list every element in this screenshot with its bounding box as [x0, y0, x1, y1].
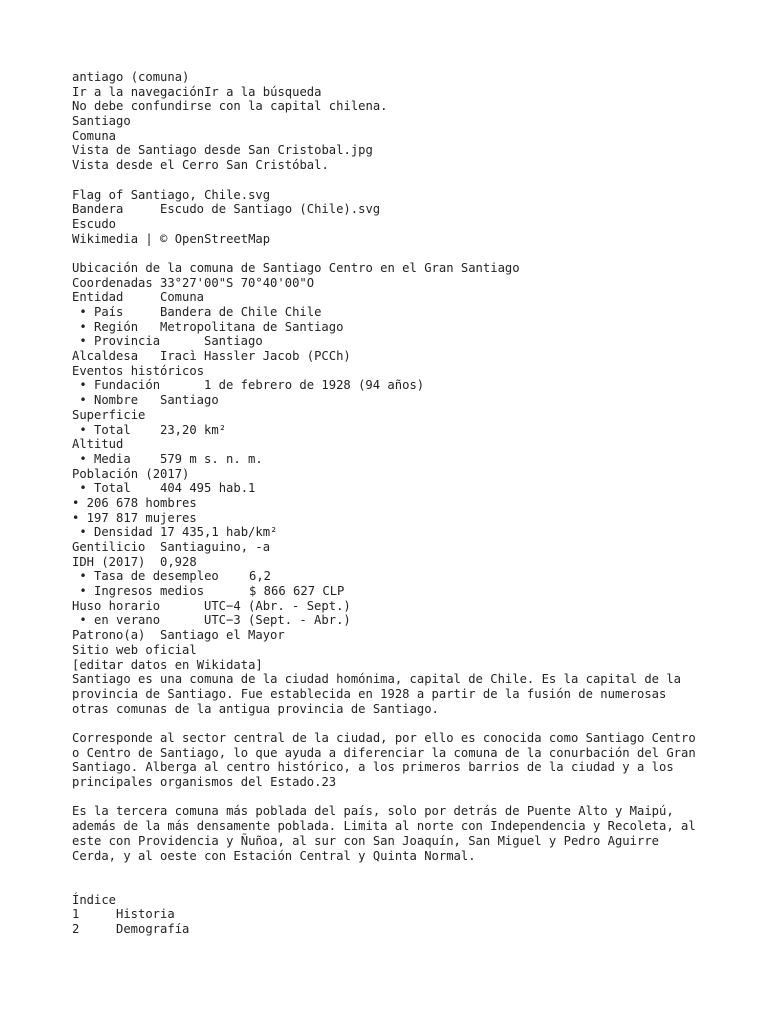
infobox-row [72, 305, 702, 320]
row-value: 404 495 hab.1 [160, 481, 256, 496]
row-value[interactable]: UTC−3 (Sept. - Abr.) [204, 613, 351, 628]
row-value: 23,20 km² [160, 422, 227, 437]
row-value[interactable]: Iracì Hassler Jacob (PCCh) [160, 349, 351, 364]
row-label: • Provincia [72, 334, 161, 349]
edit-wikidata-link[interactable]: [editar datos en Wikidata] [72, 657, 263, 672]
infobox-row [72, 569, 702, 584]
row-label: Coordenadas [72, 275, 153, 290]
toc-heading: Índice [72, 892, 117, 907]
infobox-row [72, 349, 702, 364]
infobox-kind: Comuna [72, 128, 117, 143]
photo-filename[interactable]: Vista de Santiago desde San Cristobal.jpg [72, 143, 373, 158]
row-label: Alcaldesa [72, 349, 139, 364]
row-label: • Nombre [72, 393, 139, 408]
infobox-heading: Eventos históricos [72, 363, 205, 378]
row-label: • Ingresos medios [72, 584, 205, 599]
infobox-row [72, 290, 702, 305]
row-label: • Fundación [72, 378, 161, 393]
row-label: Patrono(a) [72, 628, 146, 643]
row-value[interactable]: Metropolitana de Santiago [160, 319, 344, 334]
infobox-name: Santiago [72, 114, 131, 129]
toc-number: 1 [72, 907, 80, 922]
infobox-row [72, 393, 702, 408]
row-value: $ 866 627 CLP [249, 584, 345, 599]
row-label: • País [72, 305, 124, 319]
official-site-link[interactable]: Sitio web oficial [72, 642, 197, 657]
row-label[interactable]: IDH (2017) [72, 554, 146, 569]
intro-paragraph: Es la tercera comuna más poblada del país, solo por detrás de Puente Alto y Maipú, además de la más densamente poblada. Limita al norte con Independencia y Recoleta, al este con Providencia y Ñuñoa, al sur con San Joaquín, San Miguel y Pedro Aguirre Cerda, y al oeste con Estación Central y Quinta Normal. [72, 804, 696, 863]
flag-filename[interactable]: Flag of Santiago, Chile.svg [72, 187, 271, 202]
row-value[interactable]: UTC−4 (Abr. - Sept.) [204, 598, 351, 613]
infobox-row [72, 613, 702, 628]
infobox-subrow: • 197 817 mujeres [72, 510, 197, 525]
row-value: Comuna [160, 290, 205, 305]
row-label: • Total [72, 481, 131, 496]
infobox-row [72, 334, 702, 349]
infobox-row [72, 599, 702, 614]
infobox-row [72, 540, 702, 555]
toc-label[interactable]: Historia [116, 907, 175, 922]
flag-coat-row [72, 202, 702, 217]
row-value[interactable]: Bandera de Chile Chile [160, 305, 322, 319]
infobox-row [72, 584, 702, 599]
coat-label: Escudo [72, 216, 117, 231]
row-value: 0,928 [160, 554, 197, 569]
infobox-heading: Superficie [72, 407, 146, 422]
page-title: antiago (comuna) [72, 70, 190, 84]
disambiguation-note: No debe confundirse con la capital chilena. [72, 99, 388, 114]
row-value: Santiago [160, 393, 219, 408]
row-value[interactable]: Santiago el Mayor [160, 628, 285, 643]
coat-filename[interactable]: Escudo de Santiago (Chile).svg [160, 202, 381, 217]
toc-number: 2 [72, 922, 80, 937]
infobox-heading: Población (2017) [72, 466, 190, 481]
infobox-heading: Altitud [72, 437, 124, 452]
row-value: 17 435,1 hab/km² [160, 525, 278, 540]
photo-caption: Vista desde el Cerro San Cristóbal. [72, 158, 329, 173]
infobox-row [72, 452, 702, 467]
infobox-row [72, 555, 702, 570]
intro-paragraph: Santiago es una comuna de la ciudad homónima, capital de Chile. Es la capital de la provincia de Santiago. Fue establecida en 1928 a partir de la fusión de numerosas otras comunas de la antigua provincia de Santiago. [72, 672, 682, 716]
row-value: 1 de febrero de 1928 (94 años) [204, 378, 425, 393]
row-label: • Tasa de desempleo [72, 569, 219, 584]
row-value: 579 m s. n. m. [160, 451, 263, 466]
row-label: Gentilicio [72, 540, 146, 554]
infobox-row [72, 481, 702, 496]
infobox-row [72, 276, 702, 291]
intro-paragraph: Corresponde al sector central de la ciudad, por ello es conocida como Santiago Centro o Centro de Santiago, lo que ayuda a diferenciar la comuna de la conurbación del Gran Santiago. Alberga al centro histórico, a los primeros barrios de la ciudad y a los principales organismos del Estado.23 [72, 730, 696, 790]
infobox-subrow: • 206 678 hombres [72, 495, 197, 510]
row-label[interactable]: Huso horario [72, 598, 161, 613]
map-caption: Ubicación de la comuna de Santiago Centro en el Gran Santiago [72, 260, 520, 275]
toc-item[interactable] [72, 922, 702, 937]
row-label: • Región [72, 319, 139, 334]
infobox-row [72, 423, 702, 438]
toc-label[interactable]: Demografía [116, 922, 190, 937]
infobox-row [72, 378, 702, 393]
flag-label: Bandera [72, 202, 124, 217]
row-label: • en verano [72, 613, 161, 628]
row-value: Santiaguino, -a [160, 540, 271, 554]
document-body [72, 70, 702, 937]
infobox-row [72, 320, 702, 335]
row-value[interactable]: Santiago [204, 334, 263, 349]
infobox-row [72, 525, 702, 540]
infobox-row [72, 628, 702, 643]
map-credit[interactable]: Wikimedia | © OpenStreetMap [72, 231, 271, 246]
toc-item[interactable] [72, 907, 702, 922]
row-label: • Densidad [72, 525, 153, 540]
row-label: • Media [72, 451, 131, 466]
row-value[interactable]: 33°27'00"S 70°40'00"O [160, 275, 315, 290]
row-label: Entidad [72, 290, 124, 305]
row-value: 6,2 [249, 569, 272, 584]
row-label: • Total [72, 422, 131, 437]
nav-links[interactable]: Ir a la navegaciónIr a la búsqueda [72, 84, 322, 99]
